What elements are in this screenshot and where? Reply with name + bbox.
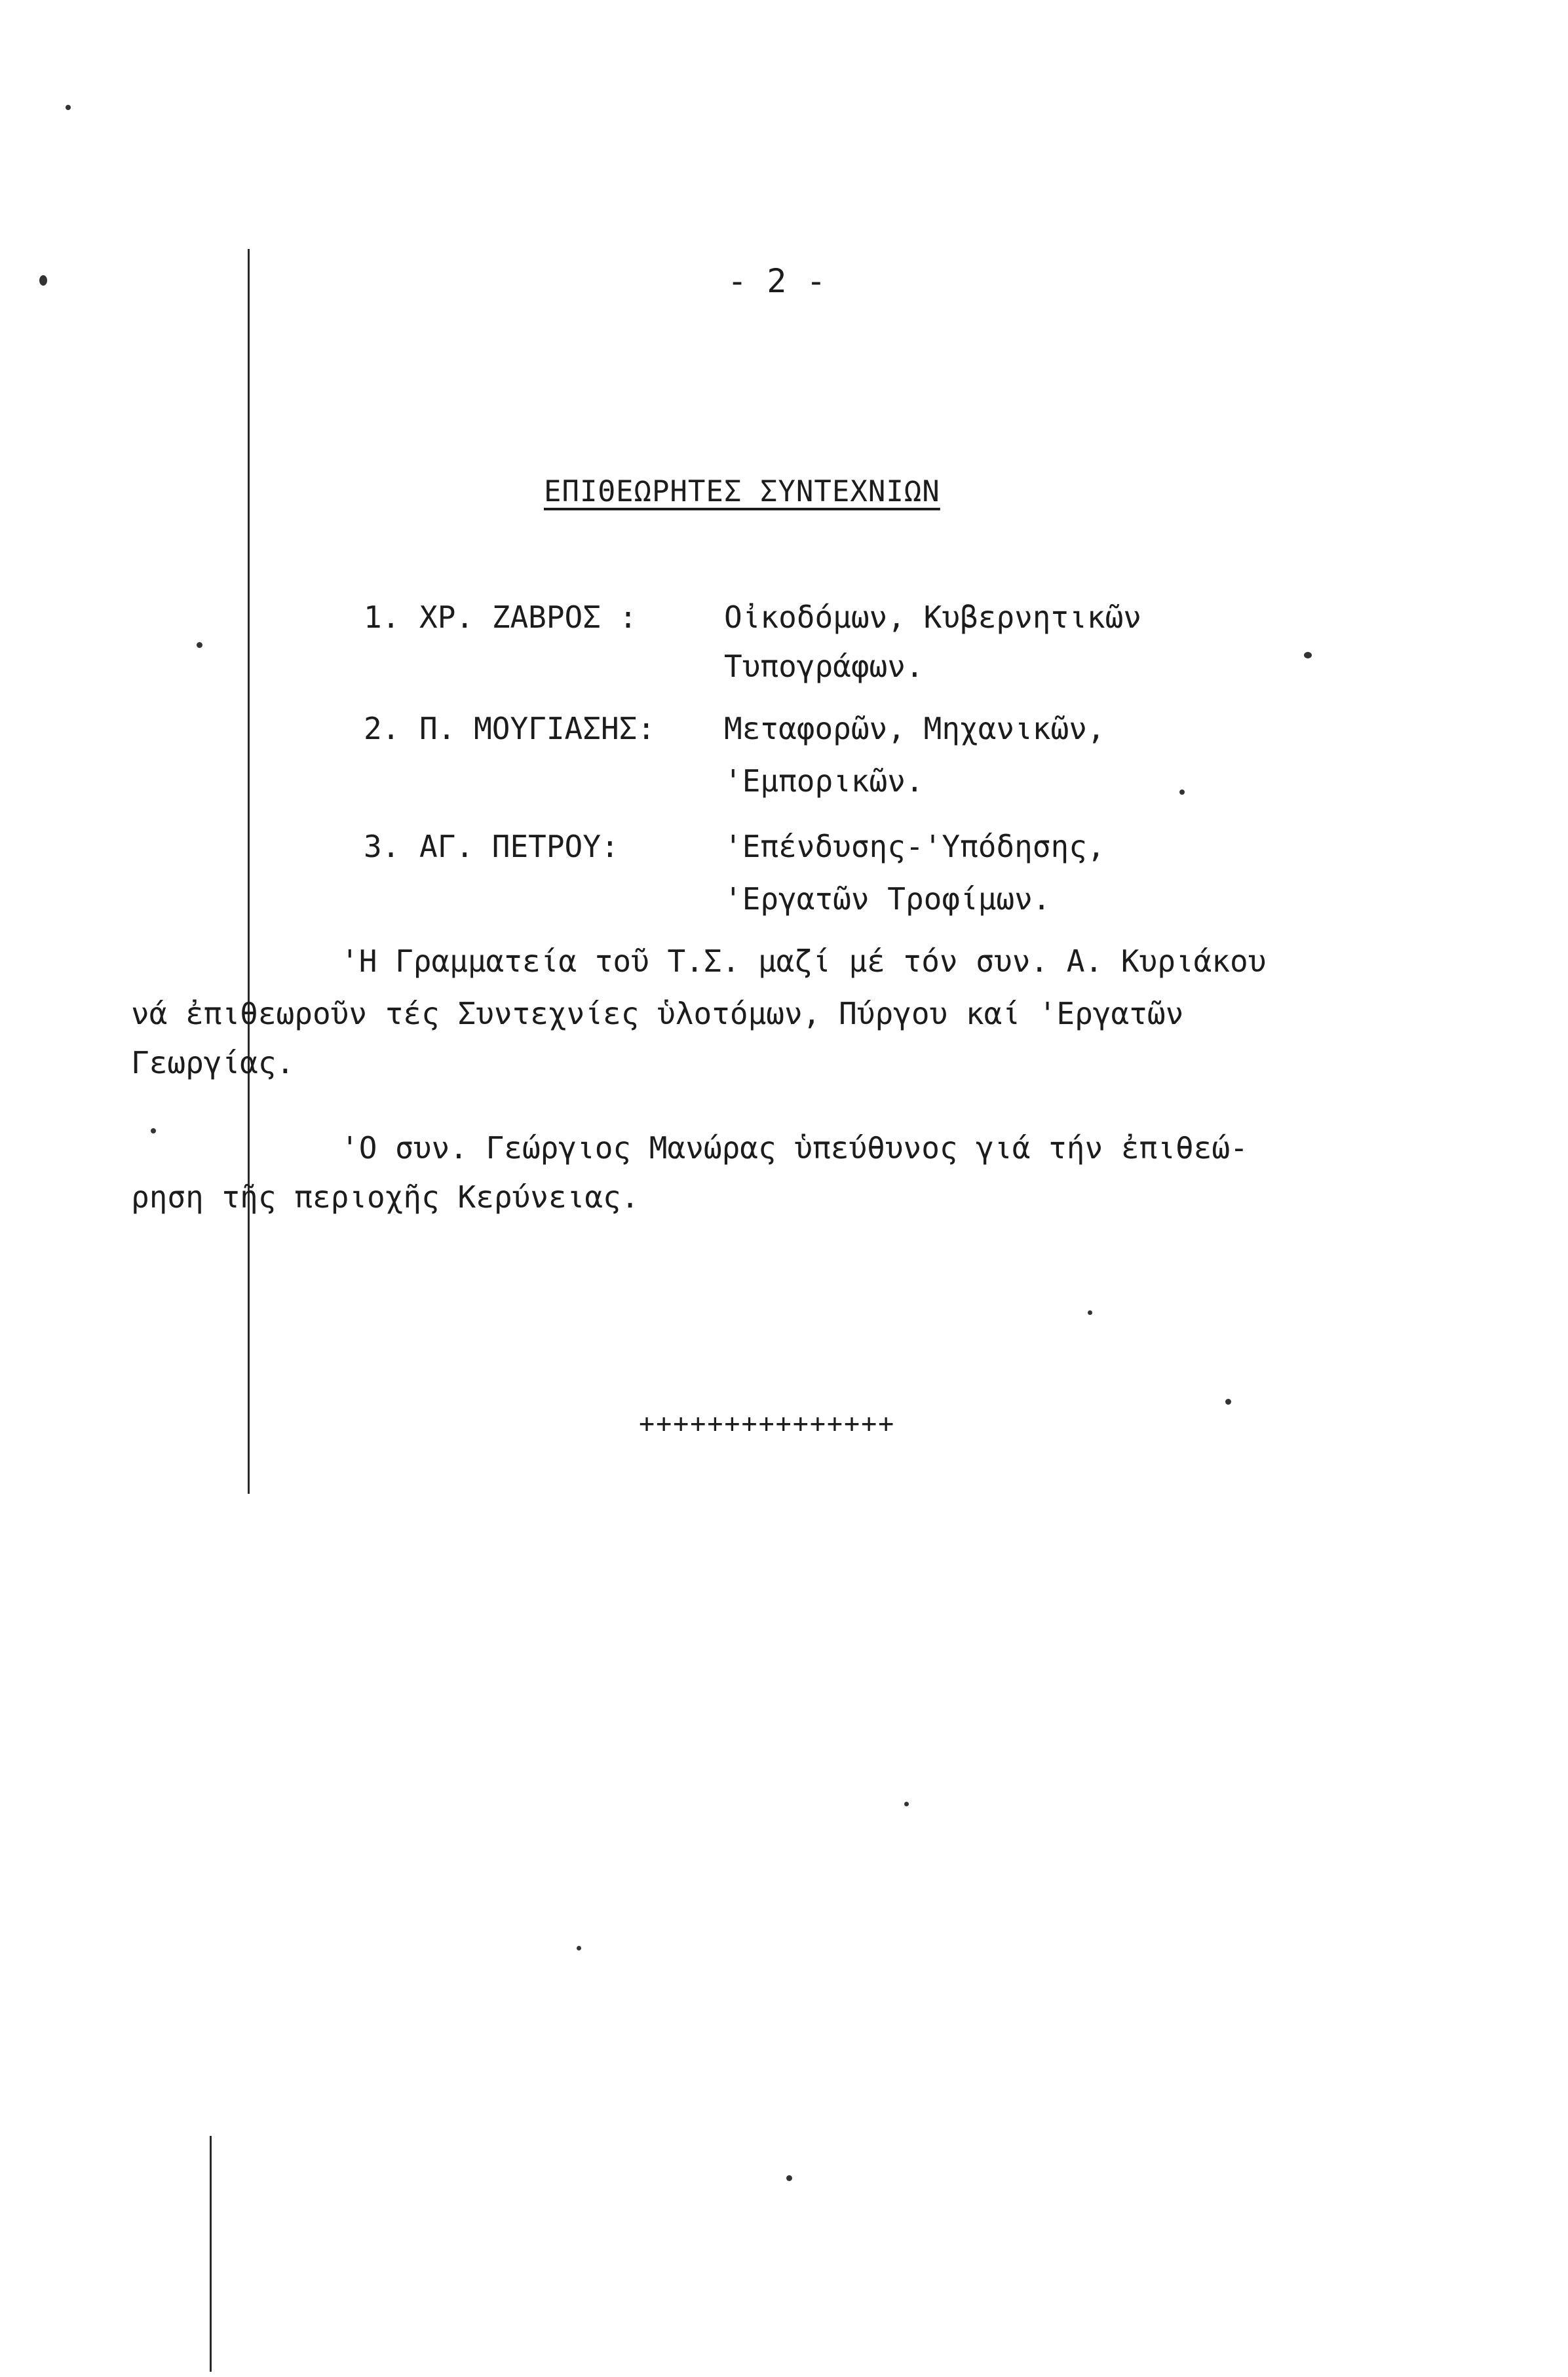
entry-name: Π. ΜΟΥΓΙΑΣΗΣ: (419, 711, 656, 746)
scan-speck (1225, 1399, 1231, 1405)
paragraph-line: ρηση τῆς περιοχῆς Κερύνειας. (131, 1179, 640, 1215)
scan-speck (577, 1946, 581, 1950)
entry-line: 'Εμπορικῶν. (724, 763, 924, 799)
entry-number: 3. (364, 829, 400, 864)
entry-number: 2. (364, 711, 400, 746)
margin-rule (248, 249, 250, 1494)
paragraph-line: νά ἐπιθεωροῦν τές Συντεχνίες ὑλοτόμων, Πύργου καί 'Εργατῶν (131, 996, 1184, 1031)
entry-number: 1. (364, 599, 400, 635)
scan-speck (904, 1802, 909, 1806)
scan-speck (66, 105, 71, 110)
entry-name: ΑΓ. ΠΕΤΡΟΥ: (419, 829, 619, 864)
scan-speck (786, 2175, 792, 2181)
paragraph-line: 'Η Γραμματεία τοῦ Τ.Σ. μαζί μέ τόν συν. Α. Κυριάκου (341, 943, 1267, 979)
entry-line: Οἰκοδόμων, Κυβερνητικῶν (724, 599, 1141, 635)
scan-speck (197, 642, 202, 648)
document-heading: ΕΠΙΘΕΩΡΗΤΕΣ ΣΥΝΤΕΧΝΙΩΝ (544, 475, 940, 508)
entry-line: 'Επένδυσης-'Υπόδησης, (724, 829, 1105, 864)
margin-rule-lower (210, 2136, 212, 2372)
entry-line: Μεταφορῶν, Μηχανικῶν, (724, 711, 1105, 746)
scan-speck (39, 275, 47, 286)
entry-line: 'Εργατῶν Τροφίμων. (724, 881, 1051, 917)
entry-line: Τυπογράφων. (724, 649, 924, 684)
scan-speck (1179, 789, 1185, 795)
scan-speck (151, 1128, 156, 1133)
entry-name: ΧΡ. ΖΑΒΡΟΣ : (419, 599, 638, 635)
scan-speck (1304, 652, 1312, 658)
page-number: - 2 - (727, 262, 826, 300)
paragraph-line: 'Ο συν. Γεώργιος Μανώρας ὑπεύθυνος γιά τήν ἐπιθεώ- (341, 1130, 1248, 1166)
scan-speck (1088, 1310, 1092, 1315)
separator-line: +++++++++++++++ (639, 1409, 896, 1439)
paragraph-line: Γεωργίας. (131, 1045, 295, 1080)
